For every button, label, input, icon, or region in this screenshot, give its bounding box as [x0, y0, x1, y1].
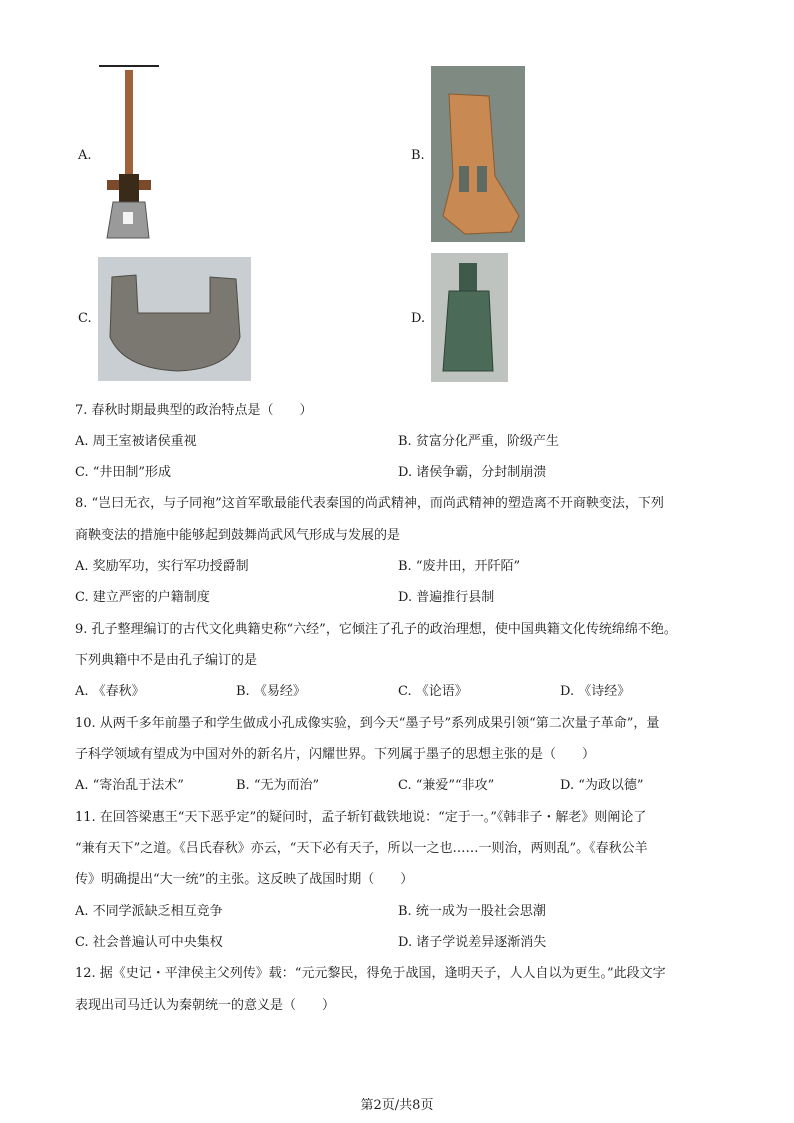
q8-option-b[interactable]: B. “废井田，开阡陌”	[398, 559, 521, 574]
option-a-handle	[125, 70, 133, 190]
option-a-socket	[119, 174, 139, 204]
q8-option-a[interactable]: A. 奖励军功，实行军功授爵制	[75, 559, 249, 574]
option-a-image	[97, 62, 177, 242]
q11-option-b[interactable]: B. 统一成为一股社会思潮	[398, 904, 546, 919]
option-d-artifact	[431, 253, 508, 382]
option-b-image	[431, 66, 525, 242]
q10-option-a[interactable]: A. “寄治乱于法术”	[75, 778, 184, 793]
option-a-blade-hole	[123, 212, 133, 224]
q8-stem-line1: 8. “岂曰无衣，与子同袍”这首军歌最能代表秦国的尚武精神，而尚武精神的塑造离不开商鞅变法，下列	[75, 496, 664, 511]
option-b-label: B.	[411, 148, 425, 163]
option-c-image	[98, 257, 251, 381]
q7-option-b[interactable]: B. 贫富分化严重，阶级产生	[398, 434, 559, 449]
q11-stem-line1: 11. 在回答梁惠王“天下恶乎定”的疑问时，孟子斩钉截铁地说：“定于一。”《韩非子・解老》则阐论了	[75, 810, 647, 825]
q8-option-d[interactable]: D. 普遍推行县制	[398, 590, 495, 605]
option-d-image	[431, 253, 508, 382]
option-c-label: C.	[78, 311, 92, 326]
q11-stem-line2: “兼有天下”之道。《吕氏春秋》亦云，“天下必有天子，所以一之也……一则治，两则乱”。《春秋公羊	[75, 841, 648, 856]
q9-option-b[interactable]: B. 《易经》	[236, 684, 306, 699]
q9-stem-line2: 下列典籍中不是由孔子编订的是	[75, 653, 258, 668]
option-a-label: A.	[78, 148, 92, 163]
q10-option-c[interactable]: C. “兼爱”“非攻”	[398, 778, 495, 793]
option-b-artifact	[431, 66, 525, 242]
q11-option-a[interactable]: A. 不同学派缺乏相互竞争	[75, 904, 223, 919]
q11-stem-line3: 传》明确提出“大一统”的主张。这反映了战国时期（ ）	[75, 872, 414, 887]
q8-stem-line2: 商鞅变法的措施中能够起到鼓舞尚武风气形成与发展的是	[75, 528, 401, 543]
q10-option-d[interactable]: D. “为政以德”	[560, 778, 644, 793]
q9-option-a[interactable]: A. 《春秋》	[75, 684, 145, 699]
q7-option-c[interactable]: C. “井田制”形成	[75, 465, 172, 480]
option-d-label: D.	[411, 311, 426, 326]
q7-stem: 7. 春秋时期最典型的政治特点是（ ）	[75, 403, 313, 418]
q7-option-a[interactable]: A. 周王室被诸侯重视	[75, 434, 197, 449]
q9-stem-line1: 9. 孔子整理编订的古代文化典籍史称“六经”，它倾注了孔子的政治理想，使中国典籍文化传统绵绵不绝。	[75, 622, 677, 637]
q11-option-d[interactable]: D. 诸子学说差异逐渐消失	[398, 935, 547, 950]
q12-stem-line1: 12. 据《史记・平津侯主父列传》载：“元元黎民，得免于战国，逢明天子，人人自以为更生。”此段文字	[75, 966, 666, 981]
option-c-artifact	[98, 257, 251, 381]
q10-stem-line1: 10. 从两千多年前墨子和学生做成小孔成像实验，到今天“墨子号”系列成果引领“第二次量子革命”，量	[75, 716, 660, 731]
q7-option-d[interactable]: D. 诸侯争霸，分封制崩溃	[398, 465, 547, 480]
q10-stem-line2: 子科学领域有望成为中国对外的新名片，闪耀世界。下列属于墨子的思想主张的是（ ）	[75, 747, 596, 762]
q11-option-c[interactable]: C. 社会普遍认可中央集权	[75, 935, 223, 950]
q8-option-c[interactable]: C. 建立严密的户籍制度	[75, 590, 210, 605]
page-number: 第2页/共8页	[360, 1098, 434, 1113]
q9-option-d[interactable]: D. 《诗经》	[560, 684, 631, 699]
q10-option-b[interactable]: B. “无为而治”	[236, 778, 320, 793]
q12-stem-line2: 表现出司马迁认为秦朝统一的意义是（ ）	[75, 998, 336, 1013]
q9-option-c[interactable]: C. 《论语》	[398, 684, 468, 699]
